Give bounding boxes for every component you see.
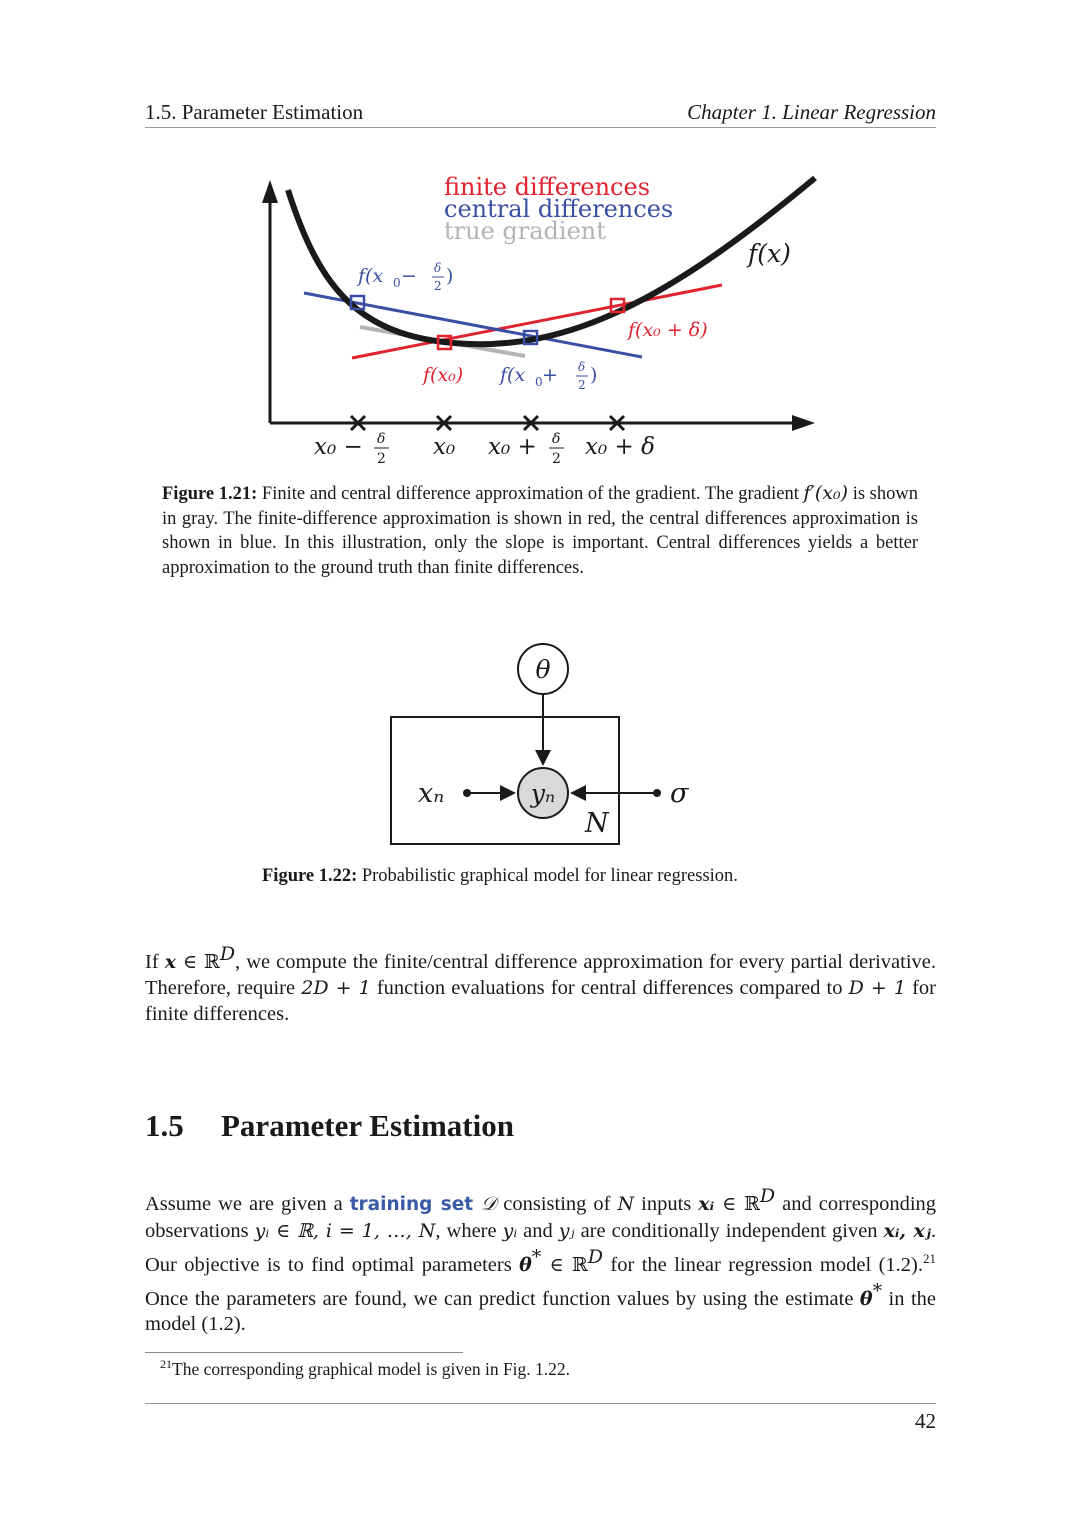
svg-text:x₀ +: x₀ + [488, 434, 537, 460]
text: in the model (1.2). [145, 1287, 936, 1336]
math: xᵢ [698, 1192, 715, 1215]
caption-text-2: is shown in gray. The finite-difference approximation is shown in red, the central differences approximation is shown in blue. In this illustration, only the slope is important. Central differences yields a better approximation to the ground truth than finite differences. [162, 484, 918, 578]
math: ∈ ℝ [714, 1192, 760, 1215]
math-sup: * [872, 1279, 883, 1302]
footnote-marker[interactable]: 21 [923, 1250, 936, 1266]
label-f-x0-minus-half [356, 261, 453, 293]
svg-text:): ) [446, 265, 454, 287]
math-in-rd: ∈ ℝ [176, 950, 220, 973]
math-sup: D [759, 1185, 776, 1207]
paragraph-finite-central [145, 941, 936, 1027]
svg-text:f(x: f(x [358, 265, 384, 287]
section-number: 1.5 [145, 1108, 184, 1143]
math: 𝒟 [473, 1192, 497, 1215]
tick-label-x0-plus-half [488, 431, 564, 467]
math-sup-d: D [219, 943, 236, 965]
math: θ [519, 1253, 532, 1276]
caption-label: Figure 1.22: [262, 866, 358, 886]
xn-label: xₙ [418, 778, 445, 809]
math-sup: * [531, 1245, 542, 1268]
running-header-section: 1.5. Parameter Estimation [145, 100, 364, 124]
sigma-label: σ [670, 778, 689, 809]
tick-label-x0-minus-half [314, 431, 389, 467]
tick-label-x0-plus-delta: x₀ + δ [585, 434, 655, 460]
y-axis-arrow [262, 180, 278, 203]
math: xᵢ, xⱼ [883, 1219, 931, 1242]
section-title: Parameter Estimation [221, 1108, 514, 1143]
running-header-chapter: Chapter 1. Linear Regression [687, 100, 936, 124]
footer-rule [145, 1403, 936, 1404]
text: , we compute the finite/central difference approximation for every partial derivative. Therefore, require [145, 950, 937, 999]
legend-finite: finite differences [444, 173, 651, 201]
footnote-rule [145, 1352, 463, 1353]
page-number: 42 [915, 1409, 936, 1433]
math: N [617, 1192, 635, 1215]
math-2d-plus-1: 2D + 1 [301, 976, 371, 999]
text: for the linear regression model (1.2). [603, 1253, 923, 1276]
text: function evaluations for central differences compared to [370, 976, 849, 999]
text: are conditionally independent given [574, 1219, 884, 1242]
footnote [160, 1357, 570, 1380]
text: If [145, 950, 165, 973]
svg-text:2: 2 [377, 451, 386, 467]
figure-graphical-model [380, 640, 710, 855]
math: yᵢ ∈ ℝ, i = 1, …, N [254, 1219, 436, 1242]
svg-text:δ: δ [434, 261, 442, 275]
theta-label: θ [535, 655, 551, 684]
svg-text:δ: δ [552, 431, 561, 447]
label-f-x0: f(x₀) [423, 364, 464, 386]
text: Assume we are given a [145, 1192, 350, 1215]
label-f-x0-plus-delta: f(x₀ + δ) [628, 319, 708, 341]
x-axis-arrow [792, 415, 815, 431]
svg-text:f(x: f(x [500, 364, 526, 386]
footnote-text: The corresponding graphical model is given in Fig. 1.22. [172, 1358, 571, 1379]
text: for finite differences. [145, 976, 936, 1025]
caption-label: Figure 1.21: [162, 484, 258, 504]
math-x: x [164, 950, 177, 973]
text: inputs [634, 1192, 699, 1215]
label-fx: f(x) [748, 239, 791, 268]
text: and corresponding observations [145, 1192, 937, 1242]
label-f-x0-plus-half [498, 360, 597, 392]
text: . Our objective is to find optimal parameters [145, 1219, 936, 1276]
keyword-training-set[interactable]: training set [349, 1193, 474, 1215]
tick-label-x0: x₀ [433, 434, 456, 460]
svg-text:2: 2 [552, 451, 561, 467]
svg-text:0: 0 [535, 375, 543, 389]
math: yᵢ [502, 1219, 518, 1242]
math-d-plus-1: D + 1 [848, 976, 906, 999]
svg-text:δ: δ [377, 431, 386, 447]
caption-text: Probabilistic graphical model for linear regression. [357, 866, 738, 886]
caption-text-1: Finite and central difference approximation of the gradient. The gradient [257, 484, 804, 504]
figure-finite-differences [0, 0, 1080, 480]
svg-text:+: + [542, 364, 558, 386]
text: , where [435, 1219, 503, 1242]
paragraph-parameter-estimation [145, 1183, 936, 1337]
text: Once the parameters are found, we can predict function values by using the estimate [145, 1287, 860, 1310]
figure-1-21-caption [162, 481, 918, 580]
svg-text:2: 2 [578, 378, 586, 392]
math: yⱼ [558, 1219, 575, 1242]
figure-1-22-caption [262, 864, 738, 889]
yn-label: yₙ [530, 779, 556, 808]
math-sup: D [587, 1245, 604, 1268]
text: consisting of [496, 1192, 618, 1215]
footnote-number: 21 [160, 1357, 172, 1371]
svg-text:2: 2 [434, 279, 442, 293]
svg-text:x₀ −: x₀ − [314, 434, 363, 460]
math: θ [859, 1287, 873, 1310]
plate-label: N [585, 808, 609, 839]
svg-text:−: − [401, 265, 417, 287]
text: and [517, 1219, 559, 1242]
svg-text:0: 0 [393, 276, 401, 290]
section-heading [145, 1108, 514, 1144]
legend-true: true gradient [444, 217, 606, 245]
svg-text:): ) [590, 364, 598, 386]
math: ∈ ℝ [541, 1253, 588, 1276]
svg-text:δ: δ [578, 360, 586, 374]
caption-math: f′(x₀) [803, 482, 849, 504]
legend-central: central differences [444, 195, 674, 223]
